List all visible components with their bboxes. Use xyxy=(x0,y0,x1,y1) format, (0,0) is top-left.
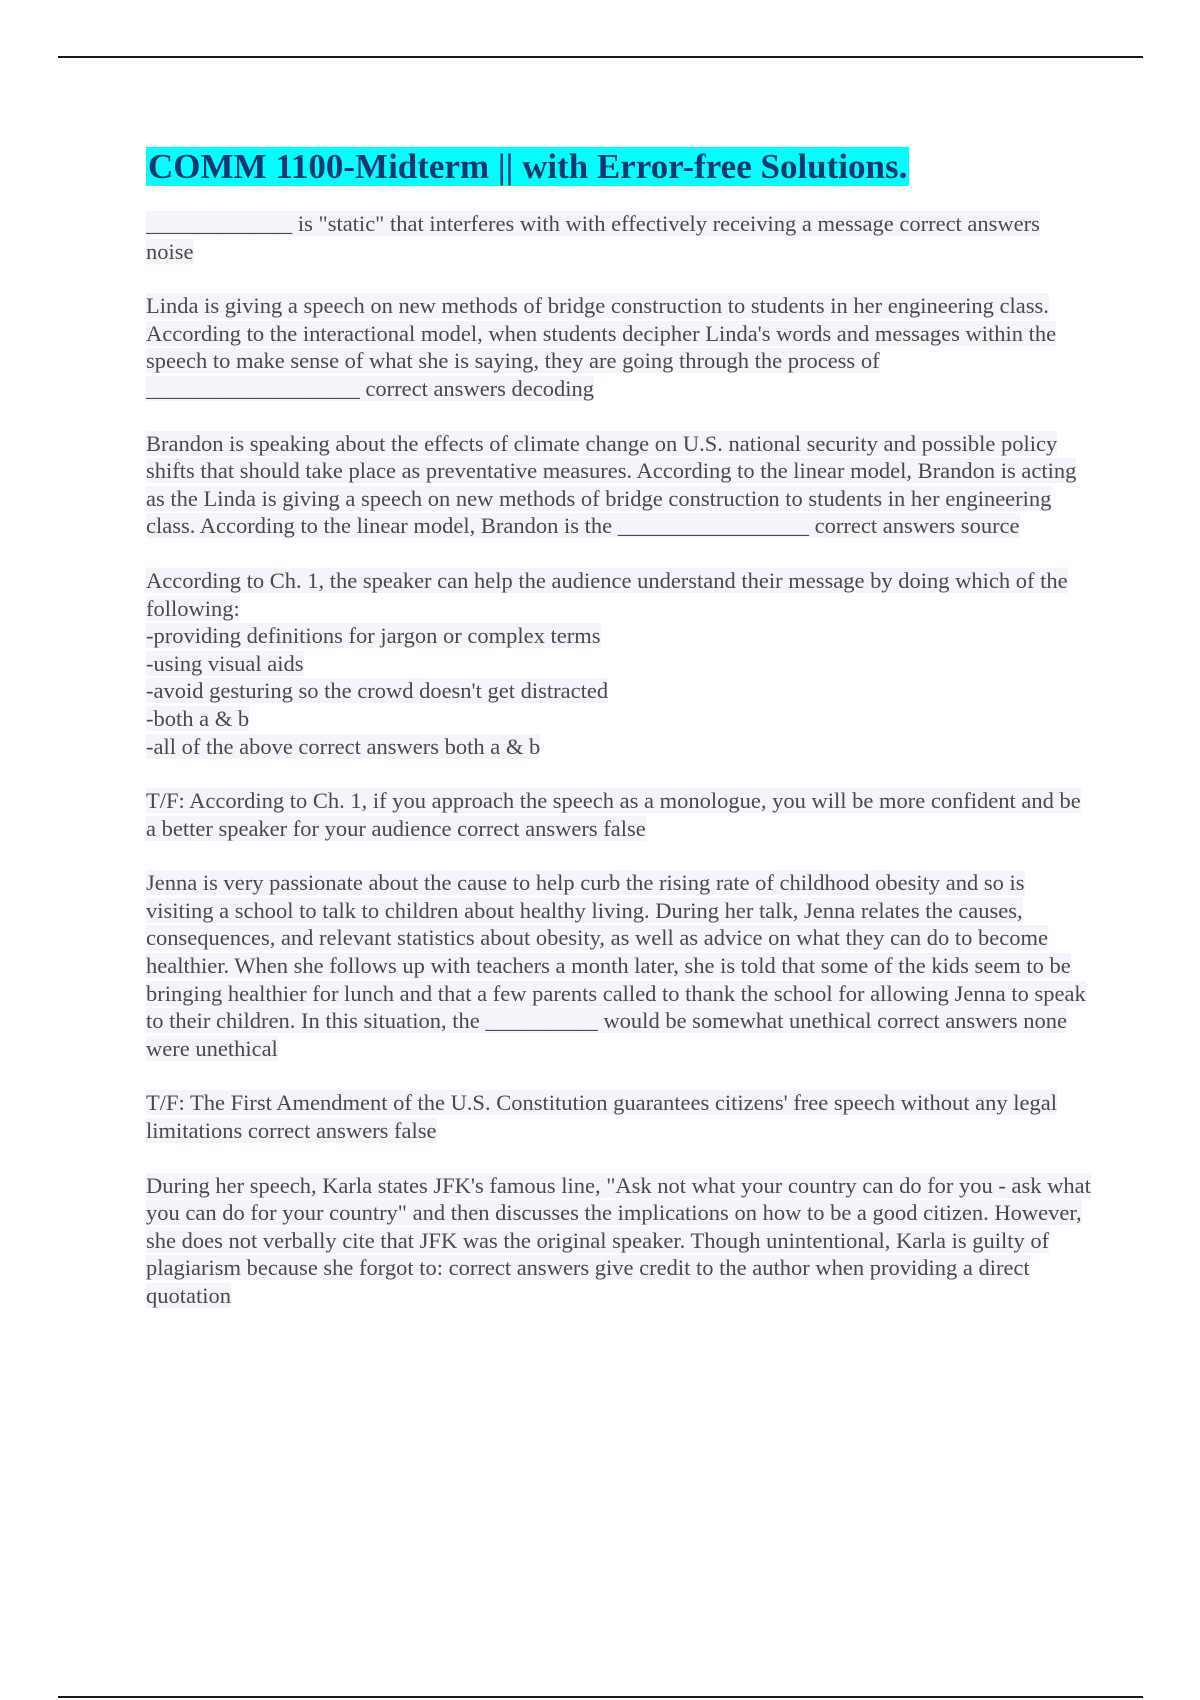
qa-item-2 xyxy=(146,292,1091,402)
qa-item-6 xyxy=(146,869,1091,1062)
qa-item-text: According to Ch. 1, the speaker can help the audience understand their message by doing which of the following: -providing definitions for jargon or complex terms -using visual aids -avoid gesturing so the crowd doesn't get distracted -both a & b -all of the above correct answers both a & b xyxy=(146,567,1068,759)
document-body xyxy=(146,146,1091,1337)
qa-item-7 xyxy=(146,1089,1091,1144)
qa-item-3 xyxy=(146,430,1091,540)
qa-item-text: During her speech, Karla states JFK's famous line, "Ask not what your country can do for you - ask what you can do for your country" and then discusses the implications on how to be a good citizen. However, she does not verbally cite that JFK was the original speaker. Though unintentional, Karla is guilty of plagiarism because she forgot to: correct answers give credit to the author when providing a direct quotation xyxy=(146,1172,1091,1308)
qa-item-4 xyxy=(146,567,1091,760)
qa-item-text: Jenna is very passionate about the cause to help curb the rising rate of childhood obesity and so is visiting a school to talk to children about healthy living. During her talk, Jenna relates the causes, consequences, and relevant statistics about obesity, as well as advice on what they can do to become healthier. When she follows up with teachers a month later, she is told that some of the kids seem to be bringing healthier for lunch and that a few parents called to thank the school for allowing Jenna to speak to their children. In this situation, the __________ would be somewhat unethical correct answers none were unethical xyxy=(146,870,1086,1061)
qa-item-1 xyxy=(146,210,1091,265)
qa-item-text: Brandon is speaking about the effects of climate change on U.S. national security and possible policy shifts that should take place as preventative measures. According to the linear model, Brandon is acting as the Linda is giving a speech on new methods of bridge construction to students in her engineering class. According to the linear model, Brandon is the _________________ correct answers source xyxy=(146,430,1077,539)
qa-item-8 xyxy=(146,1172,1091,1310)
top-rule xyxy=(58,56,1143,58)
qa-item-text: Linda is giving a speech on new methods of bridge construction to students in her engineering class. According to the interactional model, when students decipher Linda's words and messages within the speech to make sense of what she is saying, they are going through the process of ___________________ correct answers decoding xyxy=(146,293,1057,401)
document-title-text: COMM 1100-Midterm || with Error-free Solutions. xyxy=(148,147,908,186)
qa-item-5 xyxy=(146,787,1091,842)
document-title xyxy=(146,146,1091,188)
qa-item-text: _____________ is "static" that interferes with with effectively receiving a message correct answers noise xyxy=(146,211,1040,264)
qa-item-text: T/F: According to Ch. 1, if you approach the speech as a monologue, you will be more confident and be a better speaker for your audience correct answers false xyxy=(146,788,1081,841)
bottom-rule xyxy=(58,1696,1143,1698)
qa-item-text: T/F: The First Amendment of the U.S. Constitution guarantees citizens' free speech without any legal limitations correct answers false xyxy=(146,1090,1057,1144)
